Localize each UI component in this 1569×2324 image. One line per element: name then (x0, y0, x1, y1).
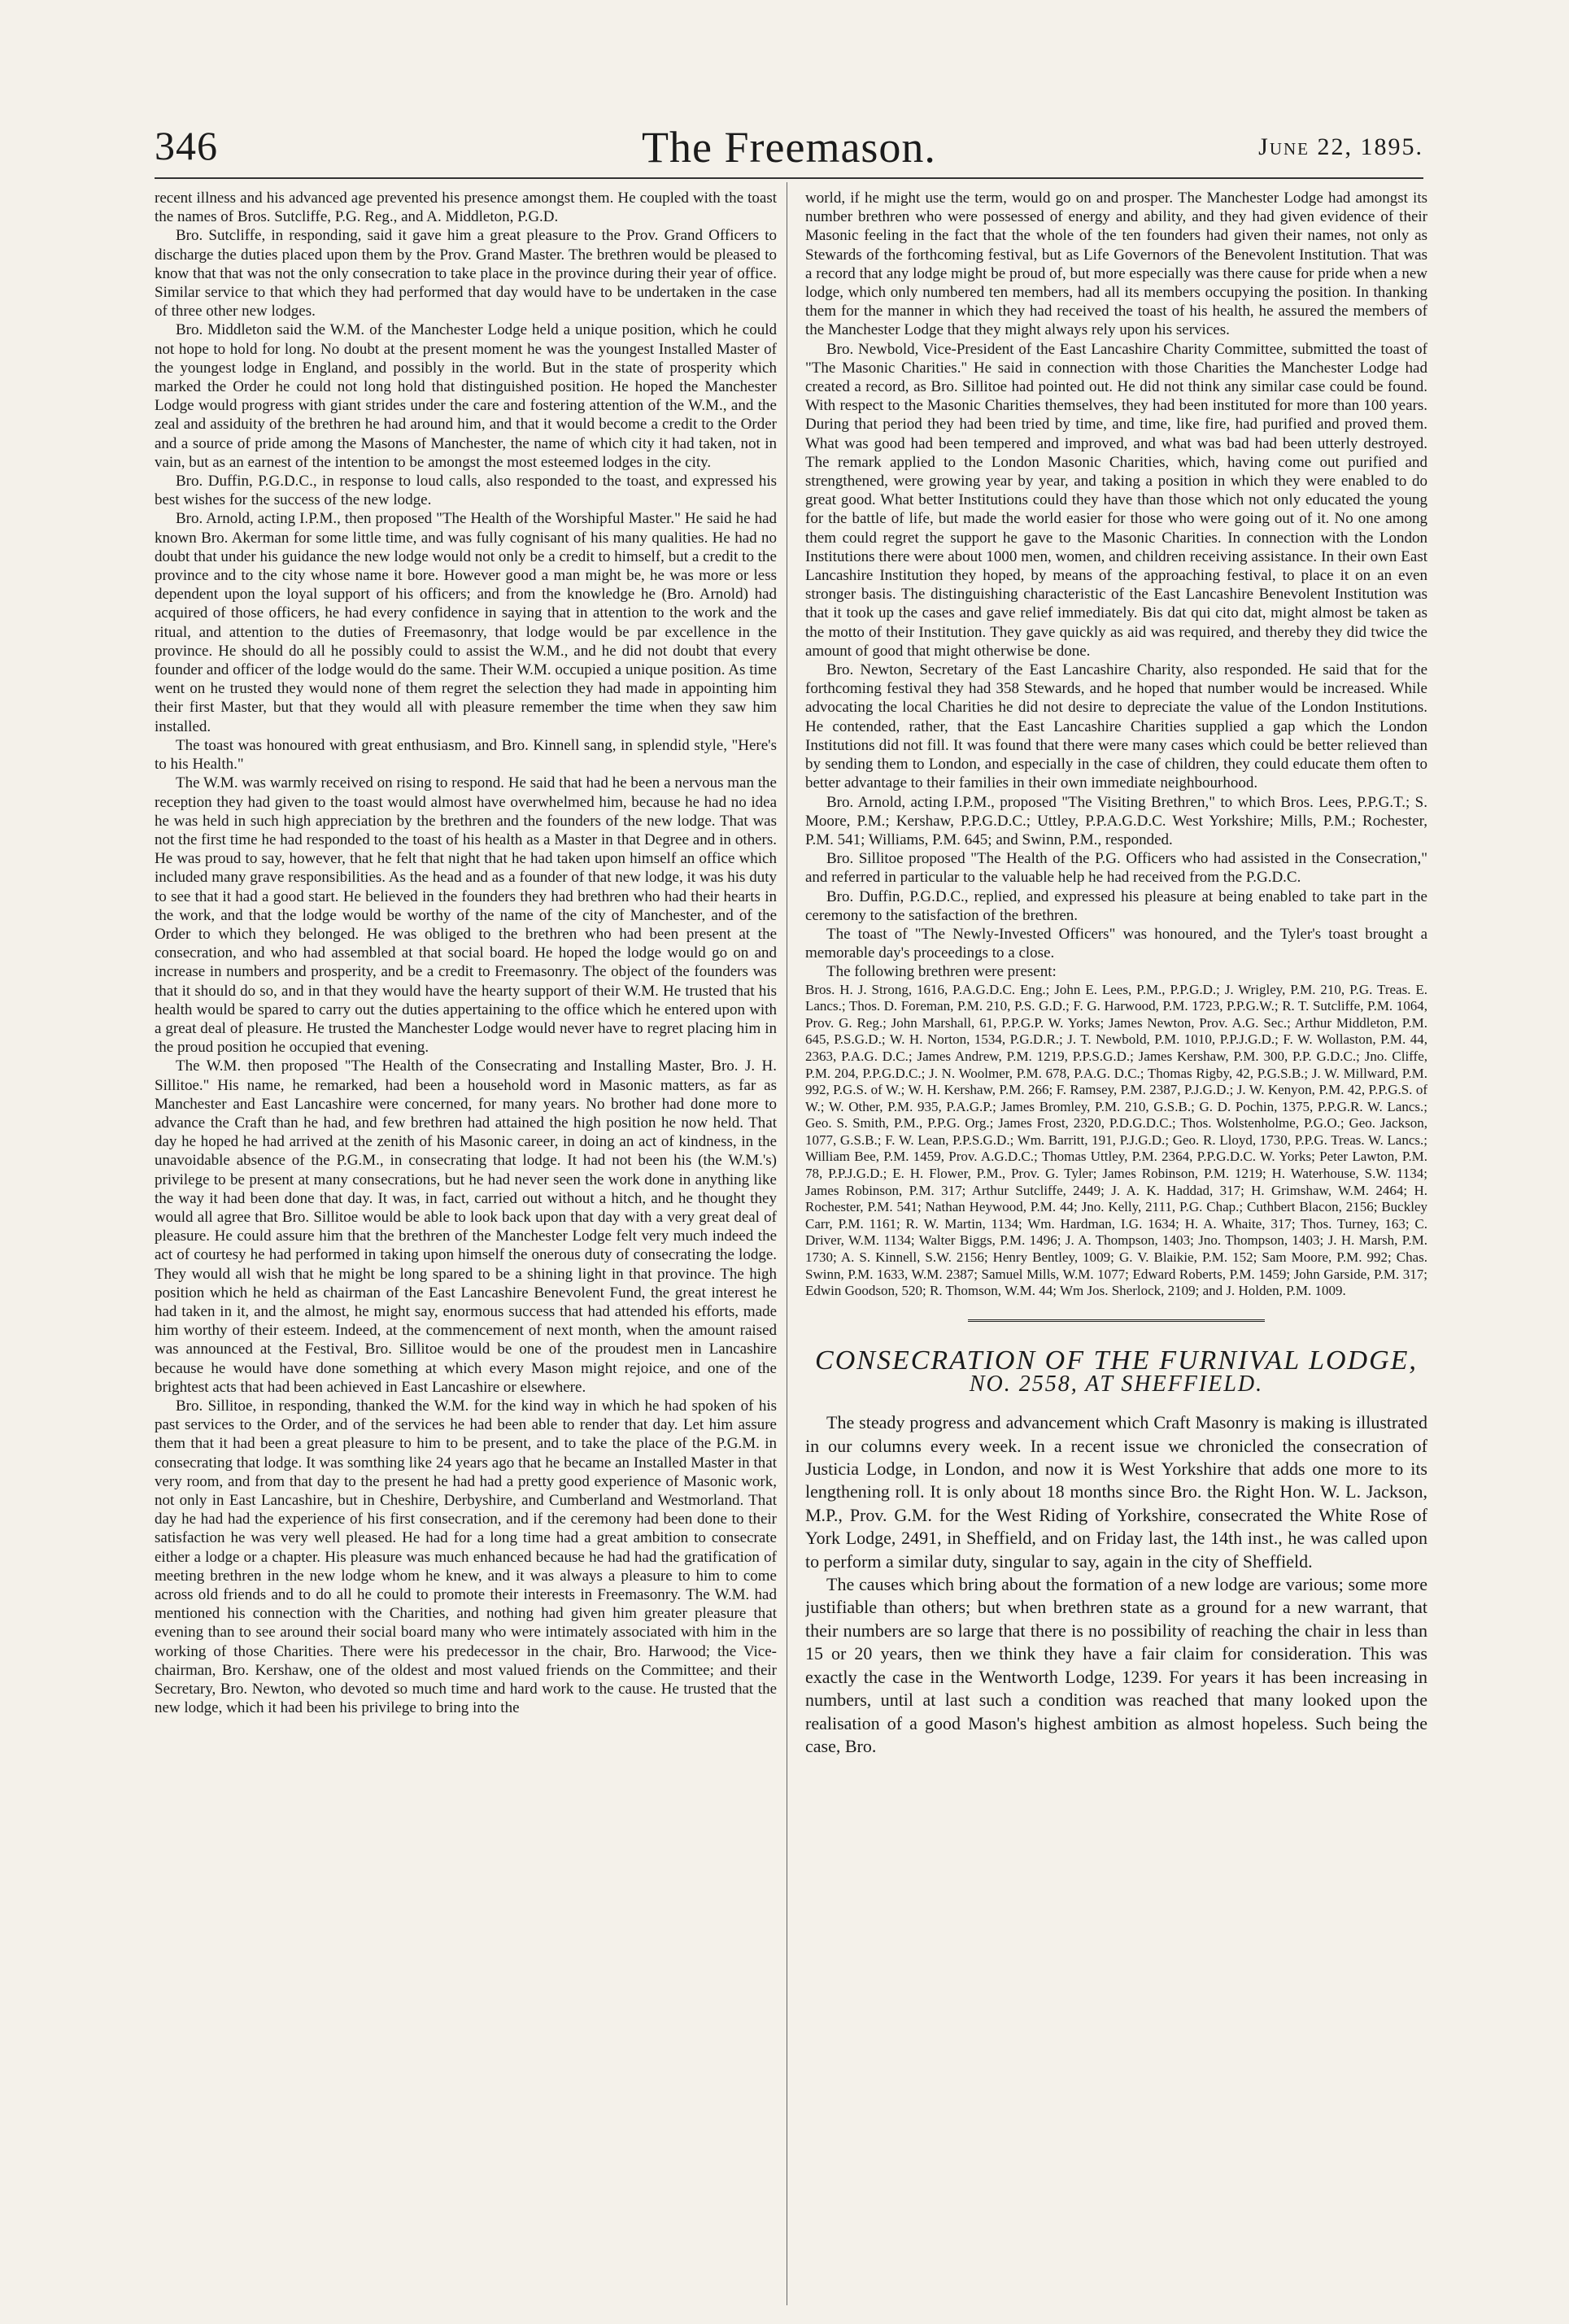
paragraph: The toast was honoured with great enthusiasm, and Bro. Kinnell sang, in splendid style, "Here's to his Health." (155, 736, 777, 774)
right-column (805, 189, 1427, 2296)
paragraph: recent illness and his advanced age prevented his presence amongst them. He coupled with the toast the names of Bros. Sutcliffe, P.G. Reg., and A. Middleton, P.G.D. (155, 190, 777, 226)
page-number: 346 (155, 123, 218, 168)
attendance-list: Bros. H. J. Strong, 1616, P.A.G.D.C. Eng.; John E. Lees, P.M., P.P.G.D.; J. Wrigley, P.M. 210, P.G. Treas. E. Lancs.; Thos. D. Foreman, P.M. 210, P.S. G.D.; F. G. Harwood, P.M. 1723, P.P.G.W.; R. T. Sutcliffe, P.M. 1064, Prov. G. Reg.; John Marshall, 61, P.P.G.P. W. Yorks; James Newton, Prov. A.G. Sec.; Arthur Middleton, P.M. 645, P.S.G.D.; W. H. Norton, 1534, P.G.D.R.; J. T. Newbold, P.M. 1010, P.P.J.G.D.; F. W. Wollaston, P.M. 44, 2363, P.A.G. D.C.; James Andrew, P.M. 1219, P.P.S.G.D.; James Kershaw, P.M. 300, P.P. G.D.C.; Jno. Cliffe, P.M. 204, P.P.G.D.C.; J. N. Woolmer, P.M. 678, P.A.G. D.C.; Thomas Rigby, 42, P.G.S.B.; J. W. Millward, P.M. 992, P.G.S. of W.; W. H. Kershaw, P.M. 266; F. Ramsey, P.M. 2387, P.J.G.D.; J. W. Kenyon, P.M. 42, P.P.G.S. of W.; W. Other, P.M. 935, P.A.G.P.; James Bromley, P.M. 210, G.S.B.; G. D. Pochin, 1375, P.P.G.R. W. Lancs.; Geo. S. Smith, P.M., P.P.G. Org.; James Frost, 2320, P.D.G.D.C.; Thos. Wolstenholme, P.G.O.; Geo. Jackson, 1077, G.S.B.; F. W. Lean, P.P.S.G.D.; Wm. Barritt, 191, P.J.G.D.; Geo. R. Lloyd, 1730, P.P.G. Treas. W. Lancs.; William Bee, P.M. 1459, Prov. A.G.D.C.; Thomas Uttley, P.M. 2364, P.P.G.D.C. W. Yorks; Peter Lawton, P.M. 78, P.P.J.G.D.; E. H. Flower, P.M., Prov. G. Tyler; James Robinson, P.M. 1219; H. Waterhouse, S.W. 1134; James Robinson, P.M. 317; Arthur Sutcliffe, 2449; J. A. K. Haddad, 317; H. Grimshaw, W.M. 2464; H. Rochester, P.M. 541; Nathan Heywood, P.M. 44; Jno. Kelly, 2111, P.G. Chap.; Cuthbert Blacon, 2156; Buckley Carr, P.M. 1161; R. W. Martin, 1134; Wm. Hardman, I.G. 1634; H. A. Whaite, 317; Thos. Turney, 163; C. Driver, W.M. 1134; Walter Biggs, P.M. 1496; J. A. Thompson, 1403; Jno. Thompson, 1403; J. H. Marsh, P.M. 1730; A. S. Kinnell, S.W. 2156; Henry Bentley, 1009; G. V. Blaikie, P.M. 152; Sam Moore, P.M. 992; Chas. Swinn, P.M. 1633, W.M. 2387; Samuel Mills, W.M. 1077; Edward Roberts, P.M. 1459; John Garside, P.M. 317; Edwin Goodson, 520; R. Thomson, W.M. 44; Wm Jos. Sherlock, 2109; and J. Holden, P.M. 1009. (805, 981, 1427, 1299)
page-header (155, 122, 1423, 172)
masthead-title: The Freemason. (642, 123, 936, 172)
paragraph: Bro. Arnold, acting I.P.M., proposed "The Visiting Brethren," to which Bros. Lees, P.P.G.T.; S. Moore, P.M.; Kershaw, P.P.G.D.C.; Uttley, P.P.A.G.D.C. West Yorkshire; Mills, P.M.; Rochester, P.M. 541; Williams, P.M. 645; and Swinn, P.M., responded. (805, 793, 1427, 848)
paragraph: Bro. Duffin, P.G.D.C., replied, and expressed his pleasure at being enabled to take part in the ceremony to the satisfaction of the brethren. (805, 887, 1427, 924)
paragraph: Bro. Sillitoe proposed "The Health of the P.G. Officers who had assisted in the Consecration," and referred in particular to the valuable help he had received from the P.G.D.C. (805, 850, 1427, 887)
left-column (155, 189, 777, 2296)
paragraph: The W.M. then proposed "The Health of the Consecrating and Installing Master, Bro. J. H. Sillitoe." His name, he remarked, had been a household word in Masonic matters, as far as Manchester and East Lancashire were concerned, for many years. No brother had done more to advance the Craft than he had, and few brethren had attained the high position he now held. That day he hoped he had arrived at the zenith of his Masonic career, in doing an act of kindness, in the unavoidable absence of the P.G.M., in consecrating that lodge. It had not been his (the W.M.'s) privilege to be present at many consecrations, but he had never seen the work done in anything like the way it had been done that day. It was, in fact, carried out without a hitch, and he thought they would all agree that Bro. Sillitoe would be able to look back upon that day with a very great deal of pleasure. He could assure him that the brethren of the Manchester Lodge felt very much indeed the act of courtesy he had performed in taking upon himself the onerous duty of consecrating the lodge. They would all wish that he might be long spared to be a shining light in that province. The high position which he held as chairman of the East Lancashire Benevolent Fund, the great interest he had taken in it, and the almost, he might say, enormous success that had attended his efforts, made him worthy of their esteem. Indeed, at the commencement of next month, when the amount raised was announced at the Festival, Bro. Sillitoe would be one of the proudest men in Lancashire because he would have done something at which every Mason might rejoice, and one of the brightest acts that had been achieved in East Lancashire or elsewhere. (155, 1057, 777, 1396)
section-subtitle: NO. 2558, AT SHEFFIELD. (969, 1371, 1264, 1397)
section-rule (968, 1319, 1265, 1323)
paragraph: Bro. Middleton said the W.M. of the Manchester Lodge held a unique position, which he could not hope to hold for long. No doubt at the present moment he was the youngest Installed Master of the youngest lodge in England, and possibly in the world. But in the state of prosperity which marked the Order he could not long hold that distinguished position. He hoped the Manchester Lodge would progress with giant strides under the care and fostering attention of the W.M., and the zeal and assiduity of the brethren he had around him, and that it would become a credit to the Order and a source of pride among the Masons of Manchester, the name of which city it had taken, not in vain, but as an earnest of the intention to be amongst the most esteemed lodges in the city. (155, 321, 777, 471)
paragraph: Bro. Newbold, Vice-President of the East Lancashire Charity Committee, submitted the toast of "The Masonic Charities." He said in connection with those Charities the Manchester Lodge had created a record, as Bro. Sillitoe had pointed out. He did not think any similar case could be found. With respect to the Masonic Charities themselves, they had been instituted for more than 100 years. During that period they had been tried by time, and time, like fire, had purified and proved them. What was good had been tempered and improved, and what was bad had been utterly destroyed. The remark applied to the London Masonic Charities, which, having come out purified and strengthened, were growing year by year, and taking a position in which they were enabled to do great good. What better Institutions could they have than those which not only educated the young for the battle of life, but made the world easier for those who were going out of it. No one among them could regret the support he gave to the Masonic Charities. In connection with the London Institutions there were about 1000 men, women, and children receiving assistance. In their own East Lancashire Institution they hoped, by means of the approaching festival, to place it on an even stronger basis. The distinguishing characteristic of the East Lancashire Benevolent Institution was that it took up the cases and gave relief immediately. Bis dat qui cito dat, might almost be taken as the motto of their Institution. They gave quickly as aid was required, and thereby they did twice the amount of good that might otherwise be done. (805, 340, 1427, 660)
paragraph: The toast of "The Newly-Invested Officers" was honoured, and the Tyler's toast brought a memorable day's proceedings to a close. (805, 925, 1427, 962)
header-rule (155, 177, 1423, 179)
paragraph: The steady progress and advancement which Craft Masonry is making is illustrated in our columns every week. In a recent issue we chronicled the consecration of Justicia Lodge, in London, and now it is West Yorkshire that adds one more to its lengthening roll. It is only about 18 months since Bro. the Right Hon. W. L. Jackson, M.P., Prov. G.M. for the West Riding of Yorkshire, consecrated the White Rose of York Lodge, 2491, in Sheffield, and on Friday last, the 14th inst., he was called upon to perform a similar duty, singular to say, again in the city of Sheffield. (805, 1412, 1427, 1572)
paragraph: Bro. Arnold, acting I.P.M., then proposed "The Health of the Worshipful Master." He said he had known Bro. Akerman for some little time, and was fully cognisant of his many qualities. He had no doubt that under his guidance the new lodge would not only be a credit to himself, but a credit to the province and to the city whose name it bore. However good a man might be, he was more or less dependent upon the loyal support of his officers; and from the knowledge he (Bro. Arnold) had acquired of those officers, he had every confidence in saying that in attention to the work and the ritual, and attention to the duties of Freemasonry, that lodge would be par excellence in the province. He should do all he possibly could to assist the W.M., and he did not doubt that every founder and officer of the lodge would do the same. Their W.M. occupied a unique position. As time went on he trusted they would none of them regret the selection they had made in appointing him their first Master, but that they would all with pleasure remember the time when they saw him installed. (155, 510, 777, 735)
paragraph: Bro. Sillitoe, in responding, thanked the W.M. for the kind way in which he had spoken of his past services to the Order, and of the services he had been able to render that day. Let him assure them that it had been a great pleasure to him to be present, and to take the place of the P.G.M. in consecrating that lodge. It was somthing like 24 years ago that he became an Installed Master in that very room, and from that day to the present he had had a pretty good experience of Masonic work, not only in East Lancashire, but in Cheshire, Derbyshire, and Cumberland and Westmorland. That day he had had the experience of his first consecration, and if the ceremony had been done to their satisfaction he was very well pleased. He had for a long time had a great ambition to consecrate either a lodge or a chapter. His pleasure was much enhanced because he had had the gratification of meeting brethren in the new lodge whom he knew, and it was always a pleasure to him to come across old friends and to do all he could to promote their interests in Freemasonry. The W.M. had mentioned his connection with the Charities, and nothing had given him greater pleasure that evening than to see around their social board many who were intimately associated with him in the working of those Charities. There were his predecessor in the chair, Bro. Harwood; the Vice-chairman, Bro. Kershaw, one of the oldest and most valued friends on the Committee; and their Secretary, Bro. Newton, who devoted so much time and hard work to the cause. He trusted that the new lodge, which it had been his privilege to bring into the (155, 1397, 777, 1717)
paragraph: The following brethren were present: (826, 963, 1057, 981)
paragraph: Bro. Sutcliffe, in responding, said it gave him a great pleasure to the Prov. Grand Officers to discharge the duties placed upon them by the Prov. Grand Master. The brethren would be pleased to know that that was not the only consecration to take place in the province during their year of office. Similar service to that which they had performed that day would have to be undertaken in the case of three other new lodges. (155, 227, 777, 320)
feature-article (805, 1411, 1427, 1758)
paragraph: world, if he might use the term, would go on and prosper. The Manchester Lodge had amongst its number brethren who were possessed of energy and ability, and they had given evidence of their Masonic feeling in the fact that the whole of the ten founders had given their names, not only as Stewards of the forthcoming festival, but as Life Governors of the Benevolent Institution. That was a record that any lodge might be proud of, but more especially was there cause for pride when a new lodge, which only numbered ten members, had all its members occupying the position. In thanking them for the manner in which they had received the toast of his health, he assured the members of the Manchester Lodge that they might always rely upon his services. (805, 190, 1427, 339)
issue-date: June 22, 1895. (1258, 133, 1423, 160)
paragraph: The W.M. was warmly received on rising to respond. He said that had he been a nervous man the reception they had given to the toast would almost have overwhelmed him, because he had no idea he was held in such high appreciation by the brethren and the founders of the new lodge. That was not the first time he had responded to the toast of his health as a Master in that Degree and in others. He was proud to say, however, that he felt that night that he had taken upon himself an office which included many grave responsibilities. As the head and as a founder of that new lodge, it was his duty to see that it had a good start. He believed in the founders they had brethren who had their hearts in the work, and that the lodge would be worthy of the name of the city of Manchester, and of the Order to which they belonged. He was obliged to the brethren who had been present at the consecration, and who had assembled at that social board. He hoped the lodge would go on and increase in numbers and prosperity, and be a credit to Freemasonry. The object of the founders was that it should do so, and in that they would have the hearty support of their W.M. He trusted that his health would be spared to carry out the duties appertaining to the office which he entered upon with a great deal of pleasure. He trusted the Manchester Lodge would never have to regret placing him in the proud position he occupied that evening. (155, 774, 777, 1057)
section-title: CONSECRATION OF THE FURNIVAL LODGE, (815, 1345, 1418, 1376)
paragraph: Bro. Newton, Secretary of the East Lancashire Charity, also responded. He said that for the forthcoming festival they had 358 Stewards, and he hoped that number would be increased. While advocating the local Charities he did not desire to depreciate the value of the London Institutions. He contended, rather, that the East Lancashire Charities supplied a gap which the London Institutions did not fill. It was found that there were many cases which could be better relieved than by sending them to London, and especially in the case of children, they could educate them often to better advantage to their families in their own immediate neighbourhood. (805, 661, 1427, 792)
paragraph: Bro. Duffin, P.G.D.C., in response to loud calls, also responded to the toast, and expressed his best wishes for the success of the new lodge. (155, 473, 777, 509)
paragraph: The causes which bring about the formation of a new lodge are various; some more justifiable than others; but when brethren state as a ground for a new warrant, that their numbers are so large that there is no possibility of reaching the chair in less than 15 or 20 years, then we think they have a fair claim for consideration. This was exactly the case in the Wentworth Lodge, 1239. For years it has been increasing in numbers, until at last such a condition was reached that many looked upon the realisation of a good Mason's highest ambition as almost hopeless. Such being the case, Bro. (805, 1574, 1427, 1756)
